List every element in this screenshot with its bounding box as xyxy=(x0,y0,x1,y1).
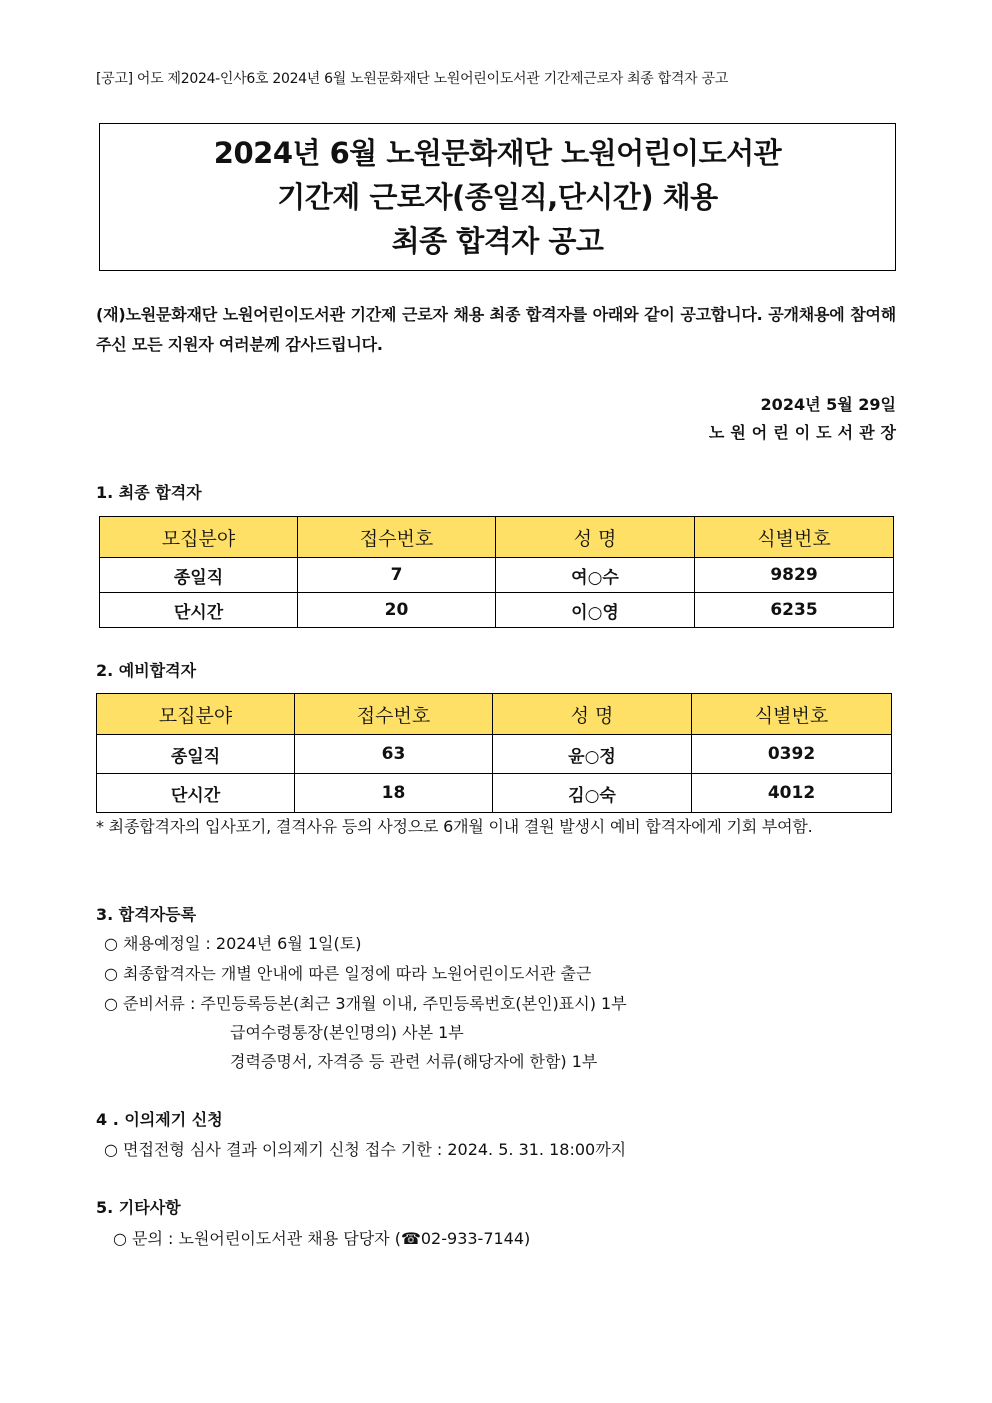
cell-id-no: 0392 xyxy=(692,735,892,774)
table-row xyxy=(100,558,894,593)
cell-field: 종일직 xyxy=(100,558,298,593)
issuer-name: 노원어린이도서관장 xyxy=(708,423,902,442)
cell-id-no: 9829 xyxy=(695,558,894,593)
bullet-objection: ○ 면접전형 심사 결과 이의제기 신청 접수 기한 : 2024. 5. 31. 18:00까지 xyxy=(104,1140,627,1159)
cell-receipt-no: 63 xyxy=(295,735,493,774)
bullet-start-date: ○ 채용예정일 : 2024년 6월 1일(토) xyxy=(104,934,362,953)
documents-continuation-2: 경력증명서, 자격증 등 관련 서류(해당자에 한함) 1부 xyxy=(230,1052,598,1071)
bullet-attendance: ○ 최종합격자는 개별 안내에 따른 일정에 따라 노원어린이도서관 출근 xyxy=(104,964,592,983)
cell-name: 김○숙 xyxy=(493,774,692,813)
announcement-date: 2024년 5월 29일 xyxy=(760,395,896,414)
cell-field: 단시간 xyxy=(100,593,298,628)
cell-name: 이○영 xyxy=(496,593,695,628)
cell-receipt-no: 20 xyxy=(298,593,496,628)
table-header-row xyxy=(100,517,894,558)
header-id-no: 식별번호 xyxy=(692,694,892,735)
cell-receipt-no: 18 xyxy=(295,774,493,813)
intro-paragraph: (재)노원문화재단 노원어린이도서관 기간제 근로자 채용 최종 합격자를 아래와 같이 공고합니다. 공개채용에 참여해 주신 모든 지원자 여러분께 감사드립니다. xyxy=(96,305,896,354)
final-pass-table xyxy=(99,516,894,628)
section-3-title: 3. 합격자등록 xyxy=(96,905,197,924)
header-receipt-no: 접수번호 xyxy=(298,517,496,558)
document-header: [공고] 어도 제2024-인사6호 2024년 6월 노원문화재단 노원어린이도서관 기간제근로자 최종 합격자 공고 xyxy=(96,71,728,87)
cell-field: 종일직 xyxy=(97,735,295,774)
title-line-3: 최종 합격자 공고 xyxy=(391,224,604,258)
cell-id-no: 6235 xyxy=(695,593,894,628)
section-1-title: 1. 최종 합격자 xyxy=(96,483,202,502)
header-name: 성 명 xyxy=(496,517,695,558)
header-field: 모집분야 xyxy=(100,517,298,558)
title-line-1: 2024년 6월 노원문화재단 노원어린이도서관 xyxy=(213,136,782,170)
cell-name: 여○수 xyxy=(496,558,695,593)
table-header-row xyxy=(97,694,892,735)
section-2-title: 2. 예비합격자 xyxy=(96,661,197,680)
title-line-2: 기간제 근로자(종일직,단시간) 채용 xyxy=(277,180,718,214)
table-row xyxy=(97,774,892,813)
reserve-pass-table xyxy=(96,693,892,813)
cell-receipt-no: 7 xyxy=(298,558,496,593)
documents-continuation-1: 급여수령통장(본인명의) 사본 1부 xyxy=(230,1023,464,1042)
header-field: 모집분야 xyxy=(97,694,295,735)
bullet-contact: ○ 문의 : 노원어린이도서관 채용 담당자 (☎02-933-7144) xyxy=(113,1229,531,1248)
section-5-title: 5. 기타사항 xyxy=(96,1198,181,1217)
section-4-title: 4 . 이의제기 신청 xyxy=(96,1110,223,1129)
header-id-no: 식별번호 xyxy=(695,517,894,558)
table-row xyxy=(100,593,894,628)
cell-name: 윤○정 xyxy=(493,735,692,774)
cell-field: 단시간 xyxy=(97,774,295,813)
title-box xyxy=(99,123,896,271)
cell-id-no: 4012 xyxy=(692,774,892,813)
header-receipt-no: 접수번호 xyxy=(295,694,493,735)
table-row xyxy=(97,735,892,774)
header-name: 성 명 xyxy=(493,694,692,735)
bullet-documents: ○ 준비서류 : 주민등록등본(최근 3개월 이내, 주민등록번호(본인)표시) 1부 xyxy=(104,994,627,1013)
reserve-note: * 최종합격자의 입사포기, 결격사유 등의 사정으로 6개월 이내 결원 발생시 예비 합격자에게 기회 부여함. xyxy=(96,817,813,836)
